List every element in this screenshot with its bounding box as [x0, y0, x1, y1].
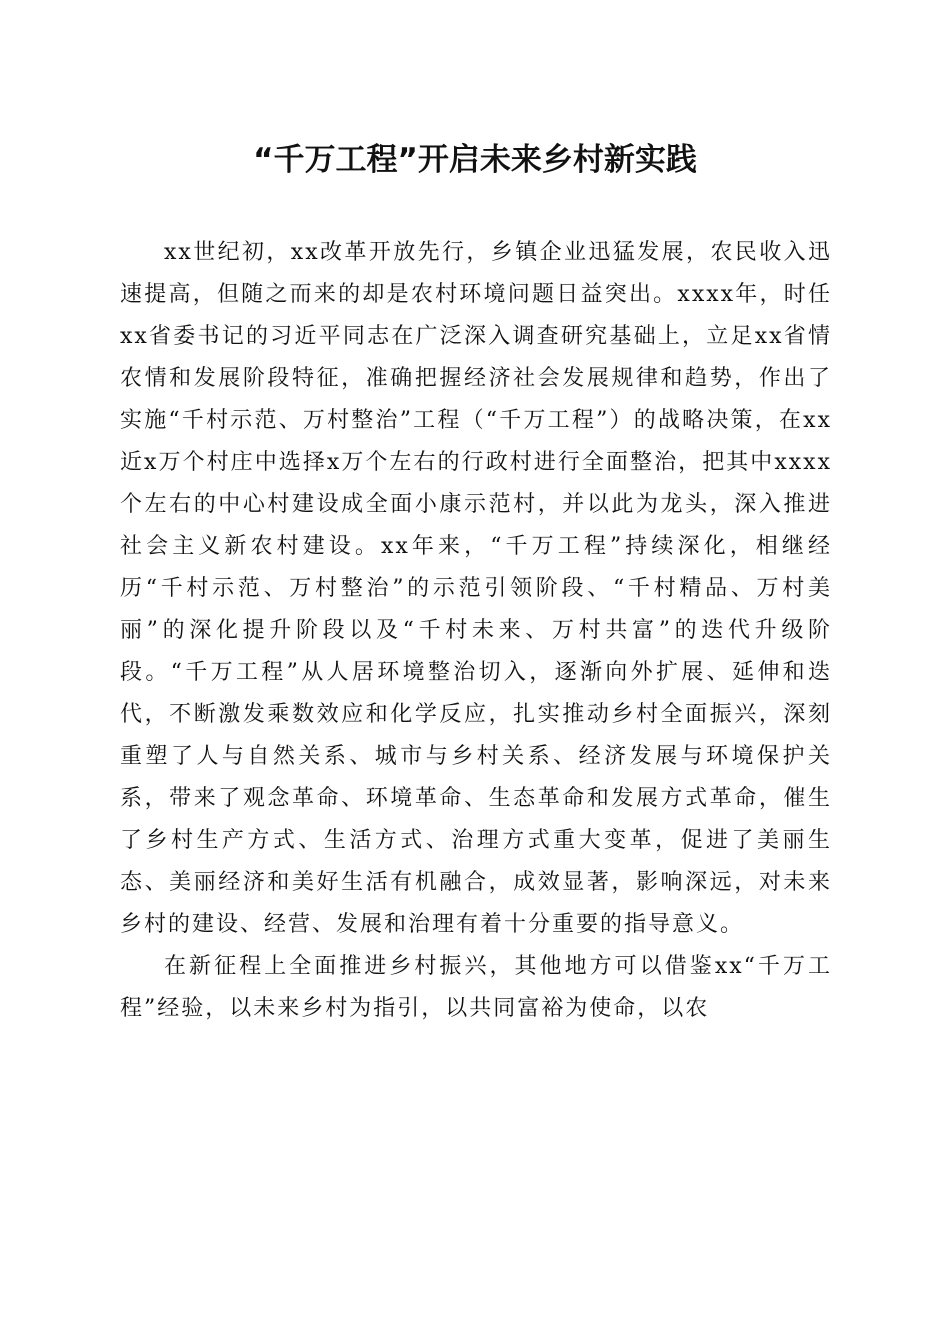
document-body [120, 232, 832, 1030]
paragraph-2: 在新征程上全面推进乡村振兴，其他地方可以借鉴xx“千万工程”经验，以未来乡村为指引，以共同富裕为使命，以农 [120, 954, 832, 1021]
paragraph-1: xx世纪初，xx改革开放先行，乡镇企业迅猛发展，农民收入迅速提高，但随之而来的却是农村环境问题日益突出。xxxx年，时任xx省委书记的习近平同志在广泛深入调查研究基础上，立足xx省情农情和发展阶段特征，准确把握经济社会发展规律和趋势，作出了实施“千村示范、万村整治”工程（“千万工程”）的战略决策，在xx近x万个村庄中选择x万个左右的行政村进行全面整治，把其中xxxx个左右的中心村建设成全面小康示范村，并以此为龙头，深入推进社会主义新农村建设。xx年来，“千万工程”持续深化，相继经历“千村示范、万村整治”的示范引领阶段、“千村精品、万村美丽”的深化提升阶段以及“千村未来、万村共富”的迭代升级阶段。“千万工程”从人居环境整治切入，逐渐向外扩展、延伸和迭代，不断激发乘数效应和化学反应，扎实推动乡村全面振兴，深刻重塑了人与自然关系、城市与乡村关系、经济发展与环境保护关系，带来了观念革命、环境革命、生态革命和发展方式革命，催生了乡村生产方式、生活方式、治理方式重大变革，促进了美丽生态、美丽经济和美好生活有机融合，成效显著，影响深远，对未来乡村的建设、经营、发展和治理有着十分重要的指导意义。 [120, 240, 832, 937]
document-title: “千万工程”开启未来乡村新实践 [253, 142, 697, 178]
